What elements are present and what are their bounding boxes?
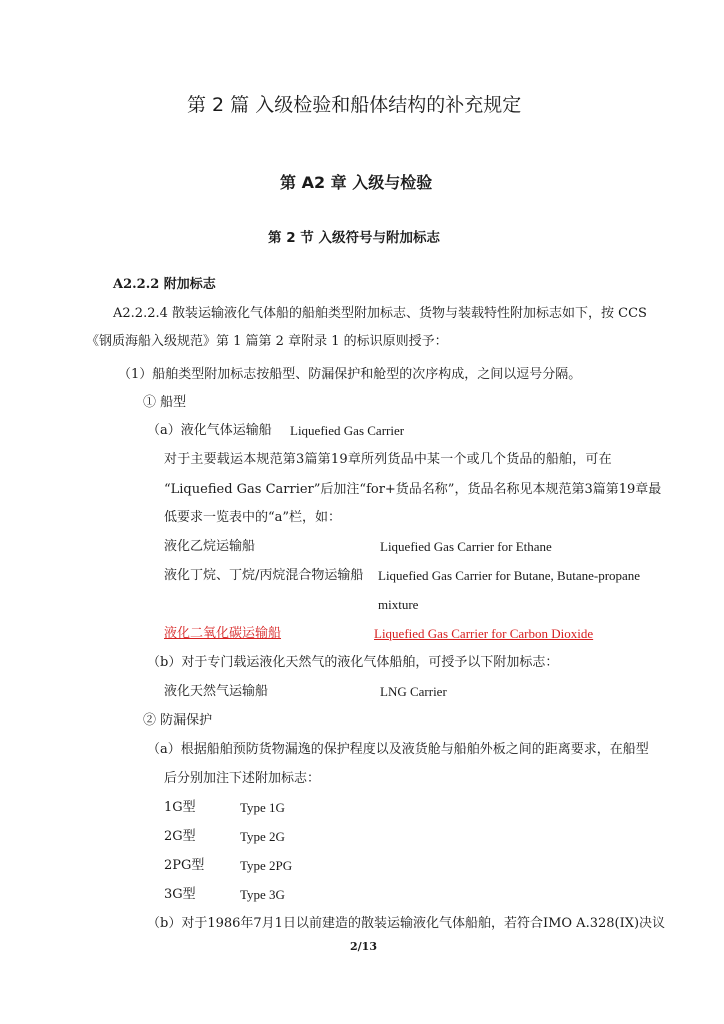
type-cn: 1G型 [164,800,196,815]
type-cn: 3G型 [164,887,196,902]
page-number [350,939,377,955]
page-total: /13 [357,940,377,953]
part-title: 第 2 篇 入级检验和船体结构的补充规定 [187,94,522,116]
row-cn-highlight: 液化二氧化碳运输船 [164,626,282,641]
row-en: Liquefied Gas Carrier for Butane, Butane-propane [378,568,641,583]
type-cn: 2PG型 [164,858,205,873]
section-title: 第 2 节 入级符号与附加标志 [268,230,440,246]
row-en: mixture [378,597,419,612]
sub-1a-cn: （a）液化气体运输船 [147,423,272,438]
sub-1a-en: Liquefied Gas Carrier [290,423,405,438]
clause-text-line-2: 《钢质海船入级规范》第 1 篇第 2 章附录 1 的标识原则授予： [86,334,448,349]
row-en-highlight: Liquefied Gas Carrier for Carbon Dioxide [374,626,594,641]
row-cn: 液化乙烷运输船 [164,539,256,554]
type-cn: 2G型 [164,829,196,844]
page-current: 2 [350,940,358,953]
sub-2a-line-2: 后分别加注下述附加标志： [164,771,321,786]
type-en: Type 3G [240,887,285,902]
row-en: Liquefied Gas Carrier for Ethane [380,539,552,554]
sub-2a-line-1: （a）根据船舶预防货物漏逸的保护程度以及液货舱与船舶外板之间的距离要求，在船型 [147,742,649,757]
type-en: Type 2G [240,829,285,844]
sub-2b: （b）对于1986年7月1日以前建造的散装运输液化气体船舶，若符合IMO A.328(IX)决议 [147,916,666,931]
row-cn: 液化丁烷、丁烷/丙烷混合物运输船 [164,568,364,583]
para-1a-line-3: 低要求一览表中的“a”栏，如： [164,510,342,525]
sub-1b: （b）对于专门载运液化天然气的液化气体船舶，可授予以下附加标志： [147,655,559,670]
chapter-title: 第 A2 章 入级与检验 [280,173,433,192]
item-1: （1）船舶类型附加标志按船型、防漏保护和舱型的次序构成，之间以逗号分隔。 [118,367,582,382]
sub-heading-ship-type: ① 船型 [143,395,187,410]
clause-heading: A2.2.2 附加标志 [113,277,216,292]
clause-text-line-1: A2.2.2.4 散装运输液化气体船的船舶类型附加标志、货物与装载特性附加标志如下，按 CCS [113,306,647,321]
para-1a-line-2: “Liquefied Gas Carrier”后加注“for+货品名称”，货品名称见本规范第3篇第19章最 [164,482,662,497]
lng-cn: 液化天然气运输船 [164,684,269,699]
sub-heading-leak-protection: ② 防漏保护 [143,713,213,728]
type-en: Type 2PG [240,858,293,873]
type-en: Type 1G [240,800,285,815]
lng-en: LNG Carrier [380,684,447,699]
para-1a-line-1: 对于主要载运本规范第3篇第19章所列货品中某一个或几个货品的船舶，可在 [164,452,612,467]
